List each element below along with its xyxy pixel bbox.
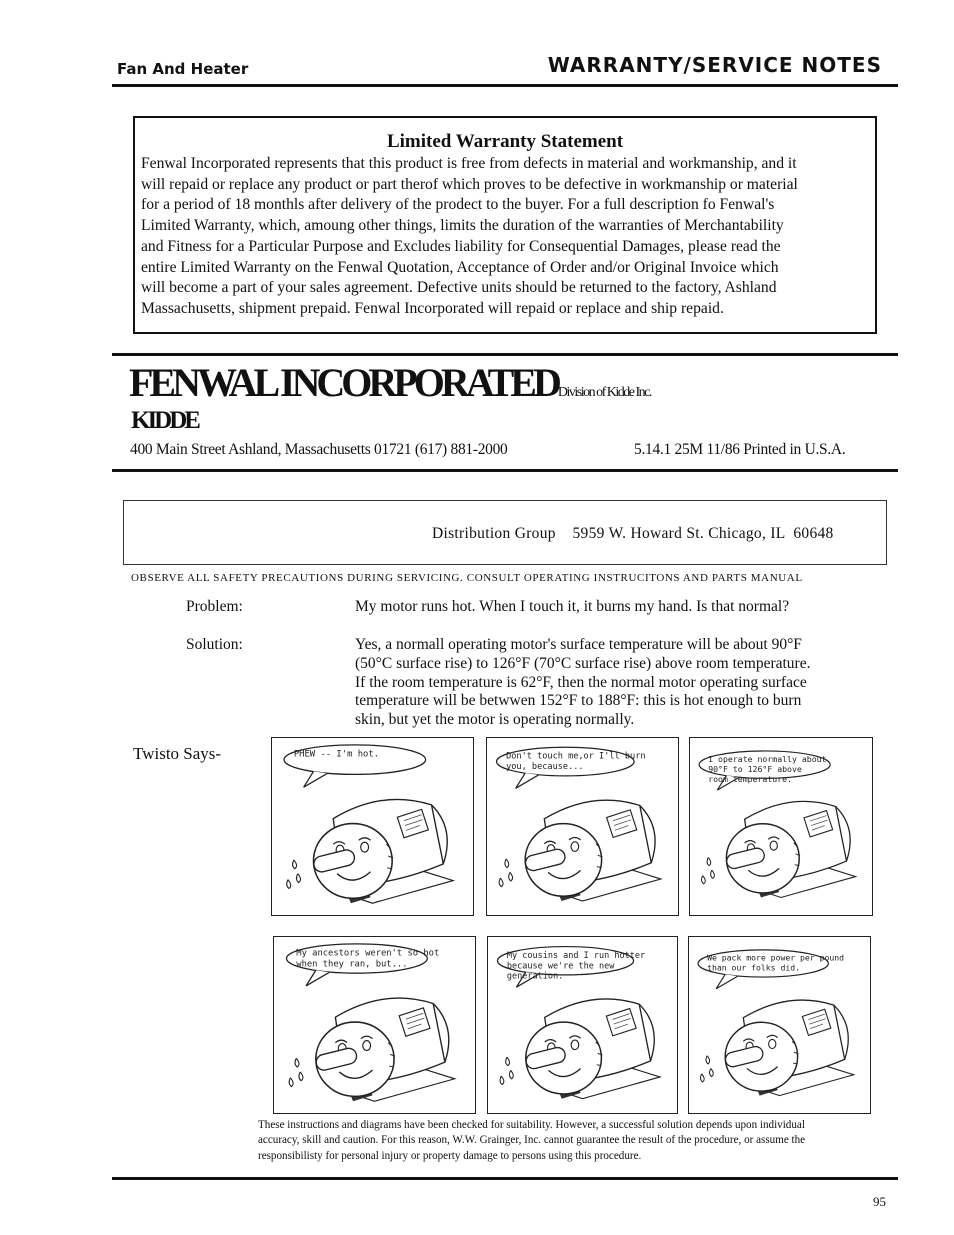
comic-label: Twisto Says-: [133, 744, 222, 763]
disclaimer-footnote: [258, 1118, 888, 1164]
footer-rule: [112, 1177, 898, 1180]
speech-bubble-text: 90°F to 126°F above: [708, 763, 802, 774]
speech-bubble-text: room temperature.: [708, 773, 793, 784]
company-bottom-rule: [112, 469, 898, 472]
motor-cartoon-illustration: [272, 738, 473, 915]
company-logo: [129, 361, 651, 415]
solution-label: Solution:: [186, 636, 243, 653]
company-top-rule: [112, 353, 898, 356]
warranty-line: and Fitness for a Particular Purpose and Excludes liability for Consequential Damages, please read the: [141, 237, 781, 255]
solution-line: skin, but yet the motor is operating normally.: [355, 711, 635, 729]
warranty-line: for a period of 18 monthls after delivery of the prodect to the buyer. For a full description fo Fenwal's: [141, 196, 775, 214]
warranty-title: Limited Warranty Statement: [386, 131, 624, 152]
company-name: FENWAL INCORPORATED: [129, 360, 558, 405]
motor-cartoon-illustration: [487, 738, 678, 915]
kidde-logo: KIDDE: [131, 407, 198, 434]
warranty-line: Limited Warranty, which, amoung other things, limits the duration of the warranties of Merchantability: [141, 217, 784, 235]
page-title: WARRANTY/SERVICE NOTES: [547, 53, 882, 77]
problem-text: My motor runs hot. When I touch it, it burns my hand. Is that normal?: [355, 598, 790, 615]
footnote-line: These instructions and diagrams have been checked for suitability. However, a successful solution depends upon individual: [258, 1119, 805, 1131]
comic-panel: [487, 936, 678, 1114]
motor-cartoon-illustration: [488, 937, 677, 1113]
speech-bubble-text: My ancestors weren't so hot: [296, 948, 440, 959]
speech-bubble-text: generation.: [506, 971, 564, 982]
comic-panel: [689, 737, 873, 916]
warranty-line: will become a part of your sales agreement. Defective units should be returned to the factory, Ashland: [141, 279, 777, 297]
speech-bubble-text: you, because...: [506, 762, 584, 773]
safety-notice: OBSERVE ALL SAFETY PRECAUTIONS DURING SERVICING. CONSULT OPERATING INSTRUCITONS AND PARTS MANUAL: [131, 572, 803, 584]
speech-bubble-text: when they ran, but...: [296, 959, 408, 970]
footnote-line: responsibilisty for personal injury or property damage to persons using this procedure.: [258, 1149, 642, 1162]
comic-panel: [271, 737, 474, 916]
motor-cartoon-illustration: [690, 738, 872, 915]
solution-text: [355, 636, 895, 730]
print-info: 5.14.1 25M 11/86 Printed in U.S.A.: [634, 441, 846, 458]
speech-bubble-text: because we're the new: [506, 961, 615, 972]
speech-bubble-text: We pack more power per pound: [707, 952, 845, 963]
warranty-line: will repaid or replace any product or part therof which proves to be defective in workmanship or material: [141, 175, 798, 193]
speech-bubble-text: than our folks did.: [707, 962, 801, 973]
footnote-line: accuracy, skill and caution. For this reason, W.W. Grainger, Inc. cannot guarantee the result of the procedure, or assume the: [258, 1134, 806, 1147]
problem-label: Problem:: [186, 598, 243, 615]
speech-bubble-text: Don't touch me,or I'll burn: [506, 751, 646, 762]
solution-line: temperature will be betwwen 152°F to 188°F: this is hot enough to burn: [355, 692, 802, 710]
speech-bubble-text: My cousins and I run hotter: [506, 950, 646, 961]
warranty-text: [141, 154, 869, 320]
warranty-box: [133, 116, 877, 334]
page-number: 95: [873, 1194, 886, 1209]
motor-cartoon-illustration: [274, 937, 475, 1113]
company-division: Division of Kidde Inc.: [557, 385, 651, 400]
section-title: Fan And Heater: [117, 60, 249, 78]
comic-panel: [273, 936, 476, 1114]
warranty-line: Fenwal Incorporated represents that this product is free from defects in material and workmanship, and it: [141, 155, 797, 172]
warranty-line: entire Limited Warranty on the Fenwal Quotation, Acceptance of Order and/or Original Invoice which: [141, 258, 779, 276]
company-address: 400 Main Street Ashland, Massachusetts 01721 (617) 881-2000: [130, 441, 508, 458]
warranty-line: Massachusetts, shipment prepaid. Fenwal Incorporated will repaid or replace and ship repaid.: [141, 299, 724, 317]
solution-line: (50°C surface rise) to 126°F (70°C surface rise) above room temperature.: [355, 654, 811, 672]
distribution-text: Distribution Group 5959 W. Howard St. Chicago, IL 60648: [432, 525, 834, 542]
comic-panel: [688, 936, 871, 1114]
motor-cartoon-illustration: [689, 937, 870, 1113]
speech-bubble-text: I operate normally about: [708, 753, 827, 764]
header-rule: [112, 84, 898, 87]
solution-line: If the room temperature is 62°F, then the normal motor operating surface: [355, 673, 807, 691]
solution-line: Yes, a normall operating motor's surface temperature will be about 90°F: [355, 636, 802, 653]
speech-bubble-text: PHEW -- I'm hot.: [293, 749, 380, 760]
comic-panel: [486, 737, 679, 916]
